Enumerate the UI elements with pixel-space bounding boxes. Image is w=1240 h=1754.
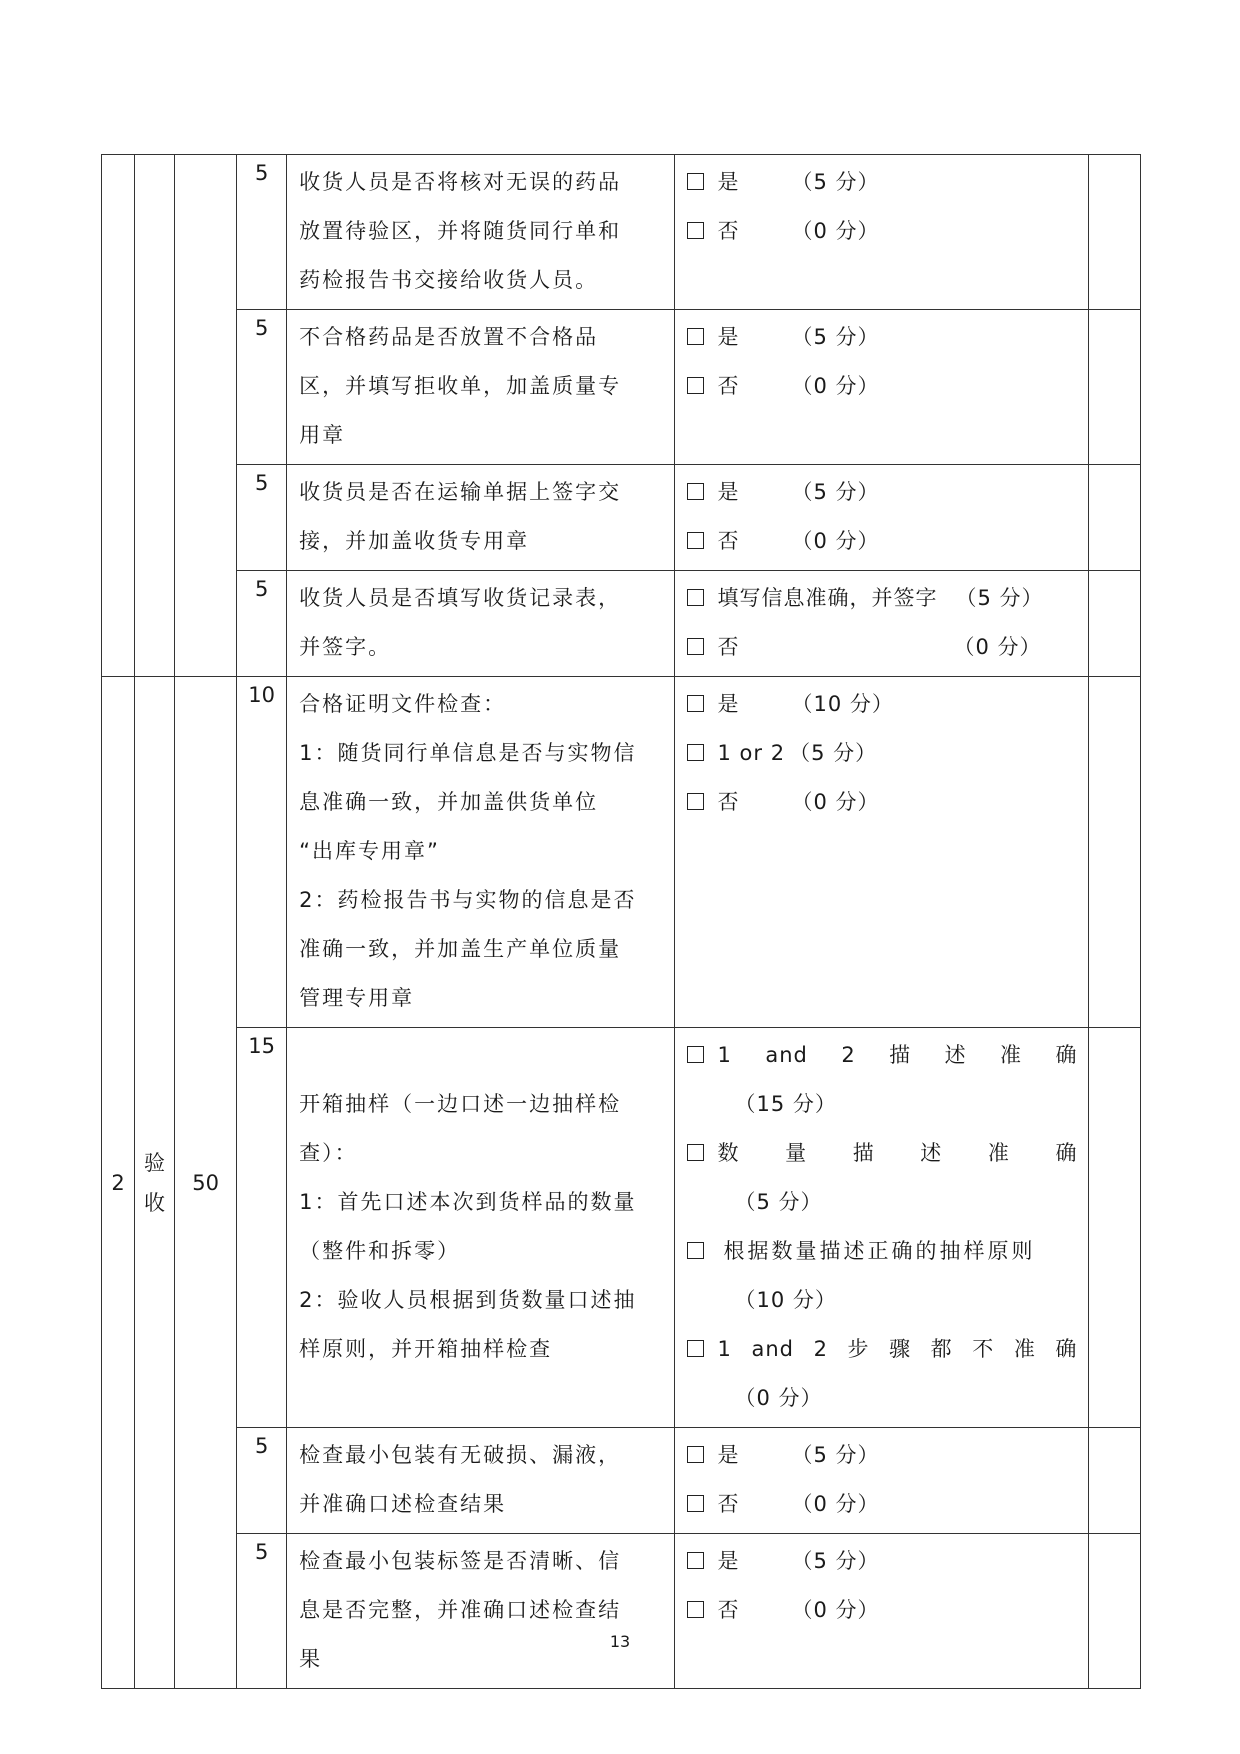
option-score: （10 分）	[734, 1288, 837, 1312]
checkbox[interactable]	[687, 1495, 704, 1512]
option-score: （5 分）	[791, 325, 880, 349]
description-line: 收货人员是否将核对无误的药品	[299, 170, 622, 194]
option-label: 是	[717, 1549, 740, 1573]
checkbox[interactable]	[687, 328, 704, 345]
option-score: （0 分）	[791, 219, 880, 243]
description-line: 放置待验区，并将随货同行单和	[299, 219, 622, 243]
item-options	[674, 677, 1088, 1028]
option-score: （0 分）	[791, 790, 880, 814]
option-score: （0 分）	[791, 529, 880, 553]
option-score: （5 分）	[791, 170, 880, 194]
description-line: 不合格药品是否放置不合格品	[299, 325, 599, 349]
item-options	[674, 1028, 1088, 1428]
option-label: 是	[717, 480, 740, 504]
checkbox[interactable]	[687, 744, 704, 761]
item-points: 5	[237, 1534, 287, 1689]
description-line: 1：随货同行单信息是否与实物信	[299, 741, 637, 765]
checkbox[interactable]	[687, 532, 704, 549]
checkbox[interactable]	[687, 1046, 704, 1063]
description-line: 开箱抽样（一边口述一边抽样检	[299, 1092, 622, 1116]
checkbox[interactable]	[687, 173, 704, 190]
description-line: 用章	[299, 423, 346, 447]
option-label: 根据数量描述正确的抽样原则	[723, 1239, 1036, 1263]
remarks-cell	[1088, 1534, 1140, 1689]
option-score: （0 分）	[791, 1598, 880, 1622]
option-score: （0 分）	[734, 1386, 823, 1410]
option-label: 否	[717, 529, 740, 553]
description-line: 2：验收人员根据到货数量口述抽	[299, 1288, 637, 1312]
checkbox[interactable]	[687, 695, 704, 712]
description-line: 药检报告书交接给收货人员。	[299, 268, 599, 292]
section-score-cell	[175, 155, 237, 677]
page-number: 13	[609, 1632, 631, 1651]
option-score: （5 分）	[789, 741, 878, 765]
table-row	[102, 1028, 1141, 1428]
item-points: 5	[237, 465, 287, 571]
description-line: 区，并填写拒收单，加盖质量专	[299, 374, 622, 398]
description-line: 2：药检报告书与实物的信息是否	[299, 888, 637, 912]
section-name	[135, 677, 175, 1689]
checkbox[interactable]	[687, 1601, 704, 1618]
section-number: 2	[102, 677, 135, 1689]
description-line: 管理专用章	[299, 986, 415, 1010]
item-points: 5	[237, 1428, 287, 1534]
checkbox[interactable]	[687, 1340, 704, 1357]
item-points: 5	[237, 310, 287, 465]
option-label: 数 量 描 述 准 确	[717, 1141, 1078, 1165]
remarks-cell	[1088, 1028, 1140, 1428]
item-points: 5	[237, 571, 287, 677]
remarks-cell	[1088, 155, 1140, 310]
option-score: （5 分）	[955, 586, 1044, 610]
description-line: 1：首先口述本次到货样品的数量	[299, 1190, 637, 1214]
option-label: 1 and 2 步 骤 都 不 准 确	[717, 1337, 1078, 1361]
item-description	[287, 155, 674, 310]
description-line: 准确一致，并加盖生产单位质量	[299, 937, 622, 961]
option-score: （5 分）	[791, 1443, 880, 1467]
checkbox[interactable]	[687, 589, 704, 606]
description-line: 并签字。	[299, 635, 392, 659]
option-score: （0 分）	[791, 1492, 880, 1516]
option-score: （15 分）	[734, 1092, 837, 1116]
table-row	[102, 571, 1141, 677]
scoring-table	[101, 154, 1141, 1689]
option-label: 否	[717, 1598, 740, 1622]
option-score: （0 分）	[953, 635, 1042, 659]
table-row	[102, 310, 1141, 465]
description-line: 息准确一致，并加盖供货单位	[299, 790, 599, 814]
remarks-cell	[1088, 1428, 1140, 1534]
description-line: 并准确口述检查结果	[299, 1492, 507, 1516]
description-line: （整件和拆零）	[299, 1239, 461, 1263]
option-score: （5 分）	[734, 1190, 823, 1214]
item-description	[287, 310, 674, 465]
checkbox[interactable]	[687, 1144, 704, 1161]
checkbox[interactable]	[687, 222, 704, 239]
option-label: 1 or 2	[717, 741, 786, 765]
remarks-cell	[1088, 571, 1140, 677]
description-line: 检查最小包装标签是否清晰、信	[299, 1549, 622, 1573]
option-label: 是	[717, 1443, 740, 1467]
option-label: 1 and 2 描 述 准 确	[717, 1043, 1078, 1067]
item-description	[287, 465, 674, 571]
item-description	[287, 571, 674, 677]
option-label: 是	[717, 170, 740, 194]
item-options	[674, 571, 1088, 677]
description-line: 收货员是否在运输单据上签字交	[299, 480, 622, 504]
table-row	[102, 465, 1141, 571]
description-line: “出库专用章”	[299, 839, 440, 863]
description-line: 息是否完整，并准确口述检查结	[299, 1598, 622, 1622]
option-label: 否	[717, 219, 740, 243]
remarks-cell	[1088, 465, 1140, 571]
description-line	[299, 1031, 663, 1080]
description-line: 果	[299, 1647, 323, 1671]
item-options	[674, 465, 1088, 571]
option-score: （5 分）	[791, 480, 880, 504]
description-line: 样原则，并开箱抽样检查	[299, 1337, 553, 1361]
option-score: （0 分）	[791, 374, 880, 398]
checkbox[interactable]	[687, 638, 704, 655]
section-score: 50	[175, 677, 237, 1689]
checkbox[interactable]	[687, 483, 704, 500]
item-options	[674, 310, 1088, 465]
checkbox[interactable]	[687, 377, 704, 394]
item-points: 5	[237, 155, 287, 310]
section-name-cell	[135, 155, 175, 677]
item-options	[674, 1428, 1088, 1534]
option-label: 填写信息准确，并签字	[717, 586, 938, 610]
remarks-cell	[1088, 677, 1140, 1028]
option-label: 否	[717, 790, 740, 814]
checkbox[interactable]	[687, 1552, 704, 1569]
item-description	[287, 1428, 674, 1534]
remarks-cell	[1088, 310, 1140, 465]
option-score: （10 分）	[791, 692, 894, 716]
section-name-char: 收	[144, 1190, 166, 1215]
description-line: 检查最小包装有无破损、漏液，	[299, 1443, 622, 1467]
checkbox[interactable]	[687, 1446, 704, 1463]
description-line: 接，并加盖收货专用章	[299, 529, 530, 553]
checkbox[interactable]	[687, 1242, 704, 1259]
description-line: 查）：	[299, 1141, 358, 1165]
section-name-char: 验	[144, 1150, 166, 1175]
option-score: （5 分）	[791, 1549, 880, 1573]
item-description	[287, 1028, 674, 1428]
table-row	[102, 155, 1141, 310]
item-description	[287, 677, 674, 1028]
item-points: 10	[237, 677, 287, 1028]
item-options	[674, 1534, 1088, 1689]
item-points: 15	[237, 1028, 287, 1428]
item-description	[287, 1534, 674, 1689]
option-label: 否	[717, 635, 740, 659]
description-line: 收货人员是否填写收货记录表，	[299, 586, 622, 610]
section-number-cell	[102, 155, 135, 677]
checkbox[interactable]	[687, 793, 704, 810]
option-label: 是	[717, 692, 740, 716]
table-row	[102, 677, 1141, 1028]
item-options	[674, 155, 1088, 310]
option-label: 否	[717, 374, 740, 398]
table-row	[102, 1428, 1141, 1534]
description-line: 合格证明文件检查：	[299, 692, 507, 716]
option-label: 是	[717, 325, 740, 349]
option-label: 否	[717, 1492, 740, 1516]
table-row	[102, 1534, 1141, 1689]
